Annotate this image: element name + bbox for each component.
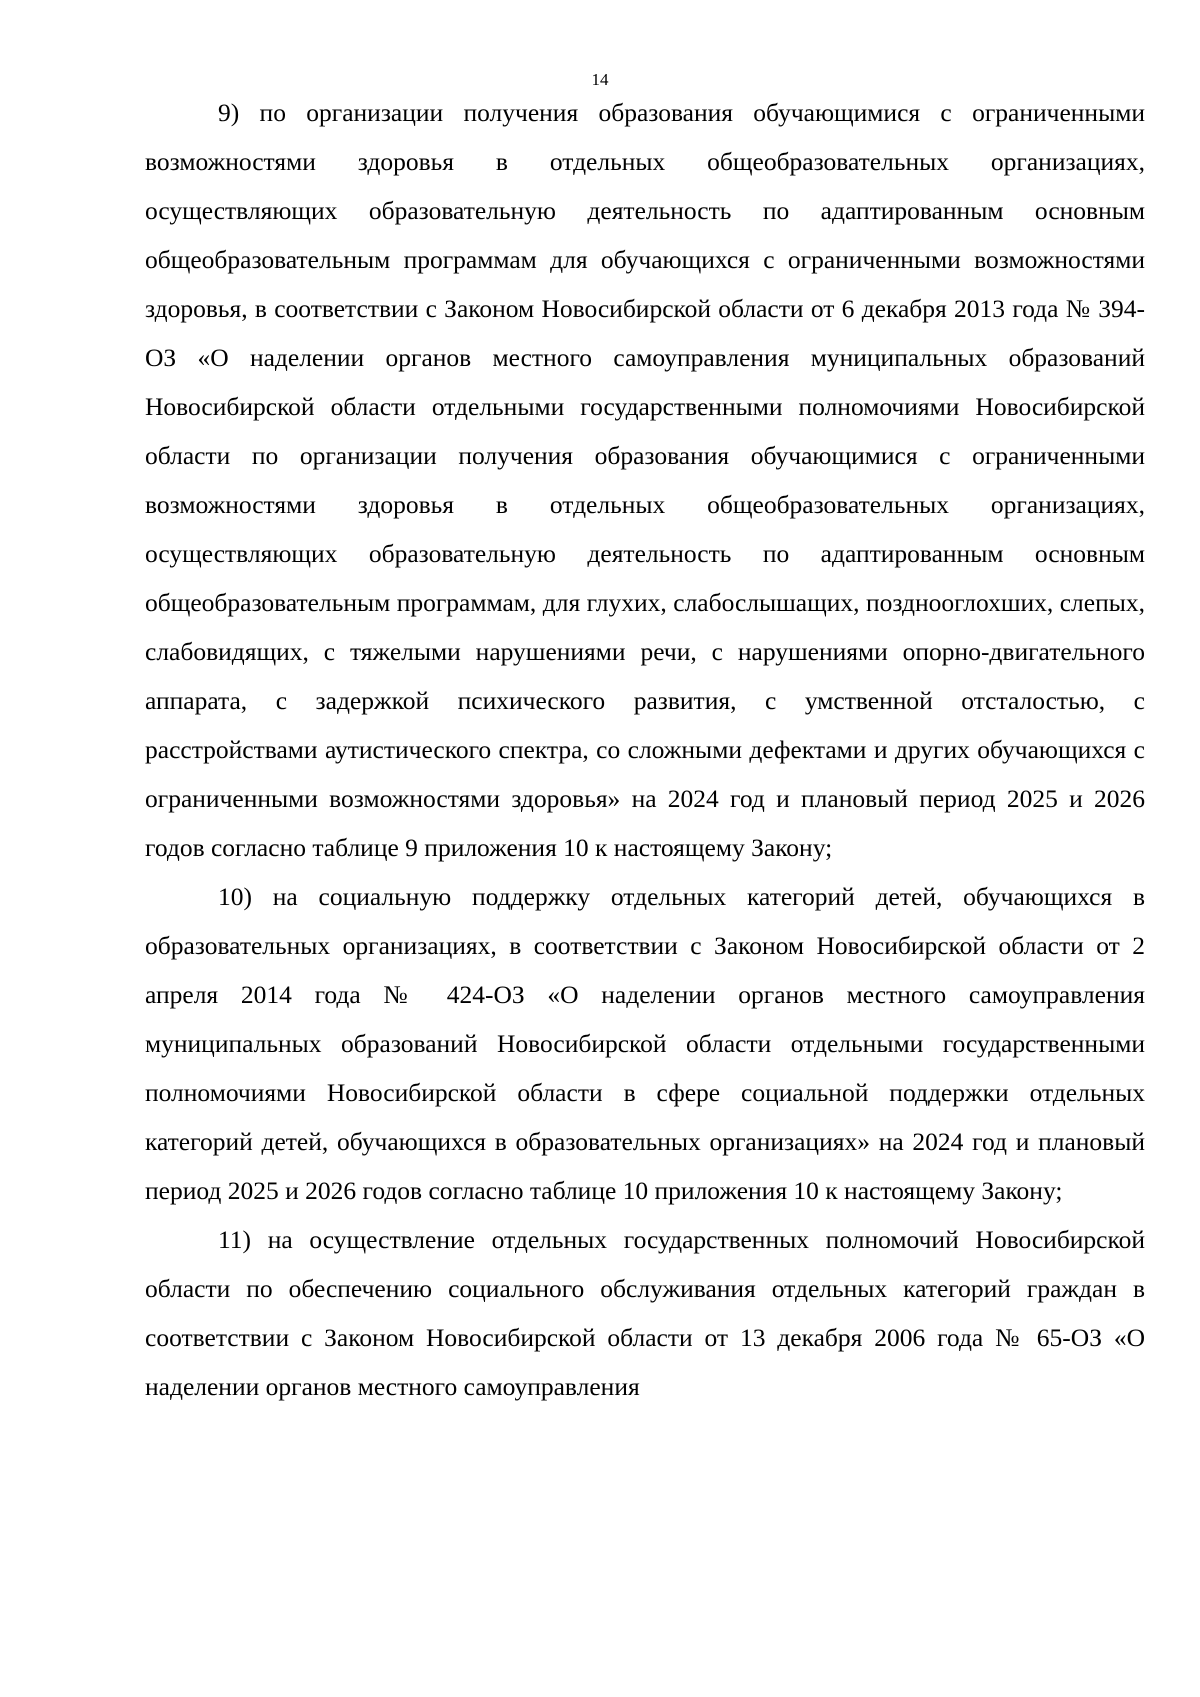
paragraph-item-9: 9) по организации получения образования обучающимися с ограниченными возможностями здоровья в отдельных общеобразовательных организациях, осуществляющих образовательную деятельность по адаптированным основным общеобразовательным программам для обучающихся с ограниченными возможностями здоровья, в соответствии с Законом Новосибирской области от 6 декабря 2013 года № 394-ОЗ «О наделении органов местного самоуправления муниципальных образований Новосибирской области отдельными государственными полномочиями Новосибирской области по организации получения образования обучающимися с ограниченными возможностями здоровья в отдельных общеобразовательных организациях, осуществляющих образовательную деятельность по адаптированным основным общеобразовательным программам, для глухих, слабослышащих, позднооглохших, слепых, слабовидящих, с тяжелыми нарушениями речи, с нарушениями опорно-двигательного аппарата, с задержкой психического развития, с умственной отсталостью, с расстройствами аутистического спектра, со сложными дефектами и других обучающихся с ограниченными возможностями здоровья» на 2024 год и плановый период 2025 и 2026 годов согласно таблице 9 приложения 10 к настоящему Закону; bbox=[145, 98, 1145, 862]
document-body bbox=[145, 88, 1145, 1411]
paragraph-item-10: 10) на социальную поддержку отдельных категорий детей, обучающихся в образовательных организациях, в соответствии с Законом Новосибирской области от 2 апреля 2014 года № 424-ОЗ «О наделении органов местного самоуправления муниципальных образований Новосибирской области отдельными государственными полномочиями Новосибирской области в сфере социальной поддержки отдельных категорий детей, обучающихся в образовательных организациях» на 2024 год и плановый период 2025 и 2026 годов согласно таблице 10 приложения 10 к настоящему Закону; bbox=[145, 882, 1145, 1205]
paragraph-item-11: 11) на осуществление отдельных государственных полномочий Новосибирской области по обеспечению социального обслуживания отдельных категорий граждан в соответствии с Законом Новосибирской области от 13 декабря 2006 года № 65-ОЗ «О наделении органов местного самоуправления bbox=[145, 1225, 1145, 1401]
page-number: 14 bbox=[591, 70, 609, 89]
